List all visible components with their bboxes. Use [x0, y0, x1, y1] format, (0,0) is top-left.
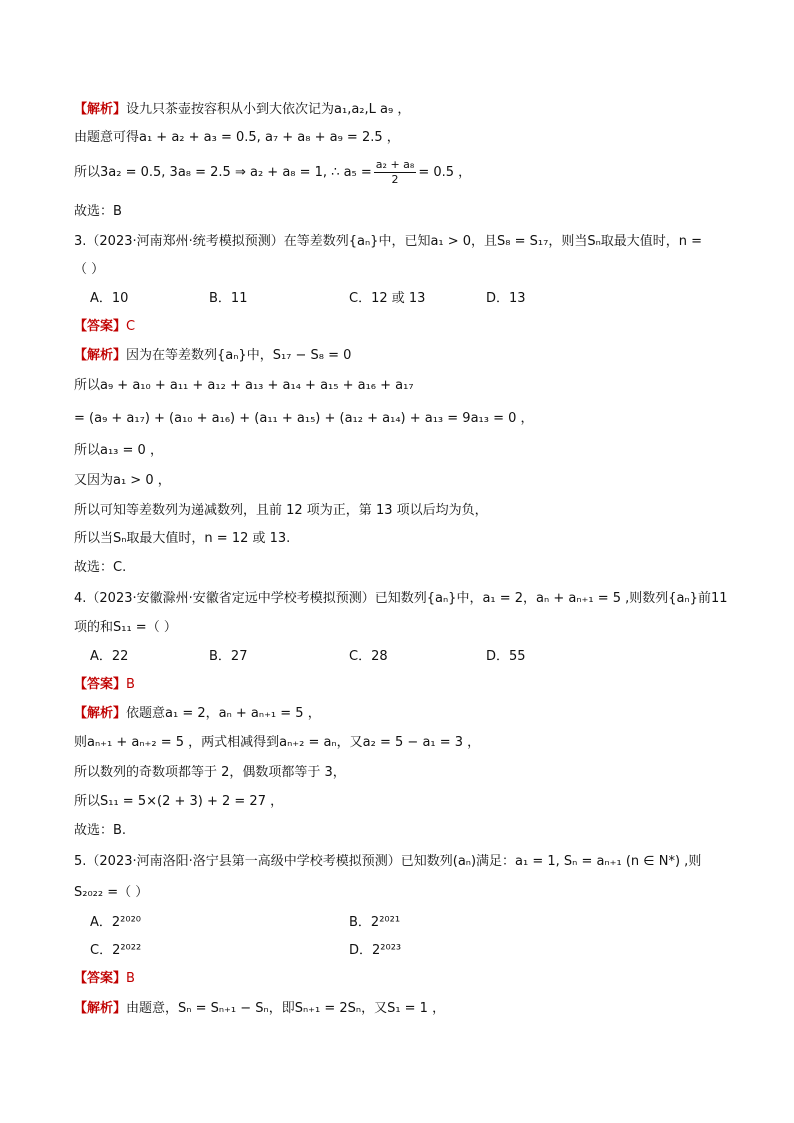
q3-analysis-line-3: = (a₉ + a₁₇) + (a₁₀ + a₁₆) + (a₁₁ + a₁₅) + (a₁₂ + a₁₄) + a₁₃ = 9a₁₃ = 0 ， [74, 411, 534, 426]
q4-stem-line-2: 项的和S₁₁ =（ ） [74, 620, 177, 635]
q3-analysis-line-7: 所以当Sₙ取最大值时，n = 12 或 13. [74, 531, 291, 546]
q3-option-d: D．13 [486, 291, 526, 306]
q4-analysis-line-4: 所以S₁₁ = 5×(2 + 3) + 2 = 27 ， [74, 794, 284, 809]
q4-answer-tag: 【答案】 [74, 677, 127, 692]
q2-analysis-line-3 [74, 158, 738, 188]
q3-stem-line-2: （ ） [74, 262, 105, 277]
q3-analysis-tag: 【解析】 [74, 348, 127, 363]
q4-analysis-line-1 [74, 705, 738, 723]
q3-analysis-line-2: 所以a₉ + a₁₀ + a₁₁ + a₁₂ + a₁₃ + a₁₄ + a₁₅ + a₁₆ + a₁₇ [74, 378, 414, 393]
q2-analysis-line-2: 由题意可得a₁ + a₂ + a₃ = 0.5, a₇ + a₈ + a₉ = 2.5 ， [74, 130, 400, 145]
q2-fraction-denominator: 2 [391, 173, 399, 186]
q3-answer-tag: 【答案】 [74, 319, 127, 334]
q5-analysis-tag: 【解析】 [74, 1001, 127, 1016]
q3-analysis-line-6: 所以可知等差数列为递减数列，且前 12 项为正，第 13 项以后均为负， [74, 503, 488, 518]
q2-conclusion: 故选：B [74, 204, 122, 219]
q5-option-a: A．2²⁰²⁰ [90, 915, 142, 930]
q5-stem-line-1: 5.（2023·河南洛阳·洛宁县第一高级中学校考模拟预测）已知数列(aₙ)满足：a₁ = 1, Sₙ = aₙ₊₁ (n ∈ N*) ,则 [74, 854, 702, 869]
q4-analysis-tag: 【解析】 [74, 706, 127, 721]
q4-analysis-line-3: 所以数列的奇数项都等于 2，偶数项都等于 3， [74, 765, 346, 780]
q3-option-a: A．10 [90, 291, 129, 306]
q3-answer-line [74, 318, 738, 336]
q5-analysis-line-1 [74, 1000, 738, 1018]
q3-option-b: B．11 [209, 291, 248, 306]
q4-conclusion: 故选：B. [74, 823, 127, 838]
q3-analysis-line-1 [74, 347, 738, 365]
q3-analysis-text-1: 因为在等差数列{aₙ}中，S₁₇ − S₈ = 0 [126, 348, 352, 363]
q5-answer-line [74, 970, 738, 988]
q2-line3-text-a: 所以3a₂ = 0.5, 3a₈ = 2.5 ⇒ a₂ + a₈ = 1, ∴ a₅ = [74, 165, 372, 180]
q4-analysis-line-2: 则aₙ₊₁ + aₙ₊₂ = 5 ，两式相减得到aₙ₊₂ = aₙ，又a₂ = 5 − a₁ = 3 ， [74, 735, 481, 750]
q5-option-d: D．2²⁰²³ [349, 943, 402, 958]
q4-answer-line [74, 676, 738, 694]
q2-line3-text-b: = 0.5 ， [418, 165, 472, 180]
q4-option-b: B．27 [209, 649, 248, 664]
q4-option-a: A．22 [90, 649, 129, 664]
q3-option-c: C．12 或 13 [349, 291, 426, 306]
q3-analysis-line-5: 又因为a₁ > 0 ， [74, 473, 171, 488]
q3-conclusion: 故选：C. [74, 560, 127, 575]
q2-analysis-text-1: 设九只茶壶按容积从小到大依次记为a₁,a₂,L a₉ ， [126, 102, 411, 117]
q2-analysis-line-1 [74, 101, 738, 119]
q5-stem-line-2: S₂₀₂₂ =（ ） [74, 885, 149, 900]
q5-option-c: C．2²⁰²² [90, 943, 142, 958]
q3-stem-line-1: 3.（2023·河南郑州·统考模拟预测）在等差数列{aₙ}中，已知a₁ > 0，且S₈ = S₁₇，则当Sₙ取最大值时，n = [74, 234, 703, 249]
q2-fraction [374, 158, 417, 187]
q2-fraction-numerator: a₂ + a₈ [375, 158, 415, 171]
q3-answer-value: C [126, 319, 136, 334]
q4-answer-value: B [126, 677, 135, 692]
q4-option-d: D．55 [486, 649, 526, 664]
q4-stem-line-1: 4.（2023·安徽滁州·安徽省定远中学校考模拟预测）已知数列{aₙ}中，a₁ = 2，aₙ + aₙ₊₁ = 5 ,则数列{aₙ}前11 [74, 591, 728, 606]
q5-answer-tag: 【答案】 [74, 971, 127, 986]
q5-analysis-text-1: 由题意，Sₙ = Sₙ₊₁ − Sₙ，即Sₙ₊₁ = 2Sₙ，又S₁ = 1 ， [126, 1001, 446, 1016]
q5-answer-value: B [126, 971, 135, 986]
q3-analysis-line-4: 所以a₁₃ = 0 ， [74, 443, 163, 458]
q4-analysis-text-1: 依题意a₁ = 2，aₙ + aₙ₊₁ = 5 ， [126, 706, 321, 721]
q4-option-c: C．28 [349, 649, 388, 664]
q5-option-b: B．2²⁰²¹ [349, 915, 401, 930]
q2-analysis-tag: 【解析】 [74, 102, 127, 117]
